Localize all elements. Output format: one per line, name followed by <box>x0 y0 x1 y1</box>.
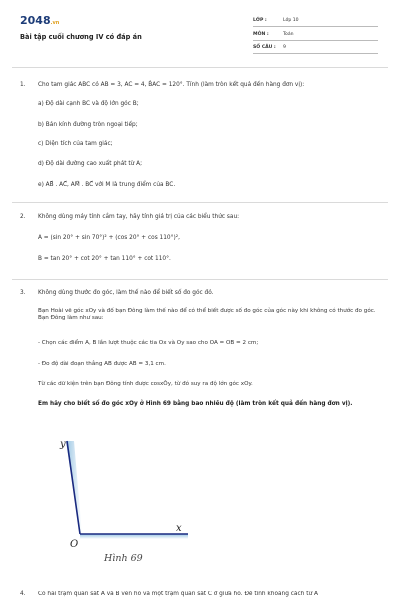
question-stem: Không dùng máy tính cầm tay, hãy tính giá trị của các biểu thức sau: <box>38 214 240 220</box>
meta-label: LỚP : <box>253 18 267 23</box>
question-item: b) Bán kính đường tròn ngoại tiếp; <box>38 122 138 128</box>
logo-main: 2048 <box>20 14 51 27</box>
meta-count <box>253 45 286 50</box>
page-header <box>0 0 400 62</box>
logo-suffix: .vn <box>50 20 60 26</box>
section-divider <box>12 202 388 203</box>
question-stem: Không dùng thước đo góc, làm thế nào để biết số đo góc đó. <box>38 290 214 296</box>
meta-label: MÔN : <box>253 32 269 37</box>
meta-class <box>253 18 299 23</box>
question-number: 3. <box>20 290 26 296</box>
document-title: Bài tập cuối chương IV có đáp án <box>20 33 142 41</box>
label-y: y <box>60 439 66 450</box>
meta-value: Lớp 10 <box>283 18 299 23</box>
meta-label: SỐ CÂU : <box>253 45 276 50</box>
question-item: A = (sin 20° + sin 70°)² + (cos 20° + cos 110°)², <box>38 235 180 241</box>
question-number: 4. <box>20 591 26 597</box>
site-logo[interactable] <box>20 14 59 27</box>
question-number: 1. <box>20 82 26 88</box>
meta-subject <box>253 32 294 37</box>
question-item: - Chọn các điểm A, B lần lượt thuộc các tia Ox và Oy sao cho OA = OB = 2 cm; <box>38 340 259 346</box>
meta-value: Toán <box>283 32 294 37</box>
meta-divider <box>253 26 378 27</box>
question-item: c) Diện tích của tam giác; <box>38 141 113 147</box>
question-item: d) Độ dài đường cao xuất phát từ A; <box>38 161 143 167</box>
question-item: e) AB⃗ . AC⃗, AM⃗ . BC⃗ với M là trung điểm của BC. <box>38 182 176 188</box>
figure-hinh-69 <box>40 435 200 575</box>
question-item: a) Độ dài cạnh BC và độ lớn góc B; <box>38 101 139 107</box>
question-item: Em hãy cho biết số đo góc xOy ở Hình 69 bằng bao nhiêu độ (làm tròn kết quả đến hàng đơn vị). <box>38 401 353 407</box>
meta-divider <box>253 53 378 54</box>
question-number: 2. <box>20 214 26 220</box>
question-item: B = tan 20° + cot 20° + tan 110° + cot 110°. <box>38 256 171 262</box>
header-divider <box>12 67 388 68</box>
question-item: Từ các dữ kiện trên bạn Đông tính được cosxÔy, từ đó suy ra độ lớn góc xOy. <box>38 381 253 387</box>
meta-value: 9 <box>283 45 286 50</box>
label-o: O <box>70 539 79 550</box>
question-item: - Đo độ dài đoạn thẳng AB được AB = 3,1 cm. <box>38 361 166 367</box>
figure-caption: Hình 69 <box>104 553 143 564</box>
section-divider <box>12 279 388 280</box>
question-item: Bạn Hoài vẽ góc xOy và đố bạn Đông làm thế nào để có thể biết được số đo góc của góc này khi không có thước đo góc. Bạn Đông làm như sau: <box>38 308 376 321</box>
question-stem: Có hai trạm quan sát A và B ven hồ và một trạm quan sát C ở giữa hồ. Để tính khoảng cách từ A <box>38 591 318 597</box>
label-x: x <box>176 523 182 534</box>
meta-divider <box>253 40 378 41</box>
question-stem: Cho tam giác ABC có AB = 3, AC = 4, B̂AC = 120°. Tính (làm tròn kết quả đến hàng đơn vị): <box>38 82 305 88</box>
